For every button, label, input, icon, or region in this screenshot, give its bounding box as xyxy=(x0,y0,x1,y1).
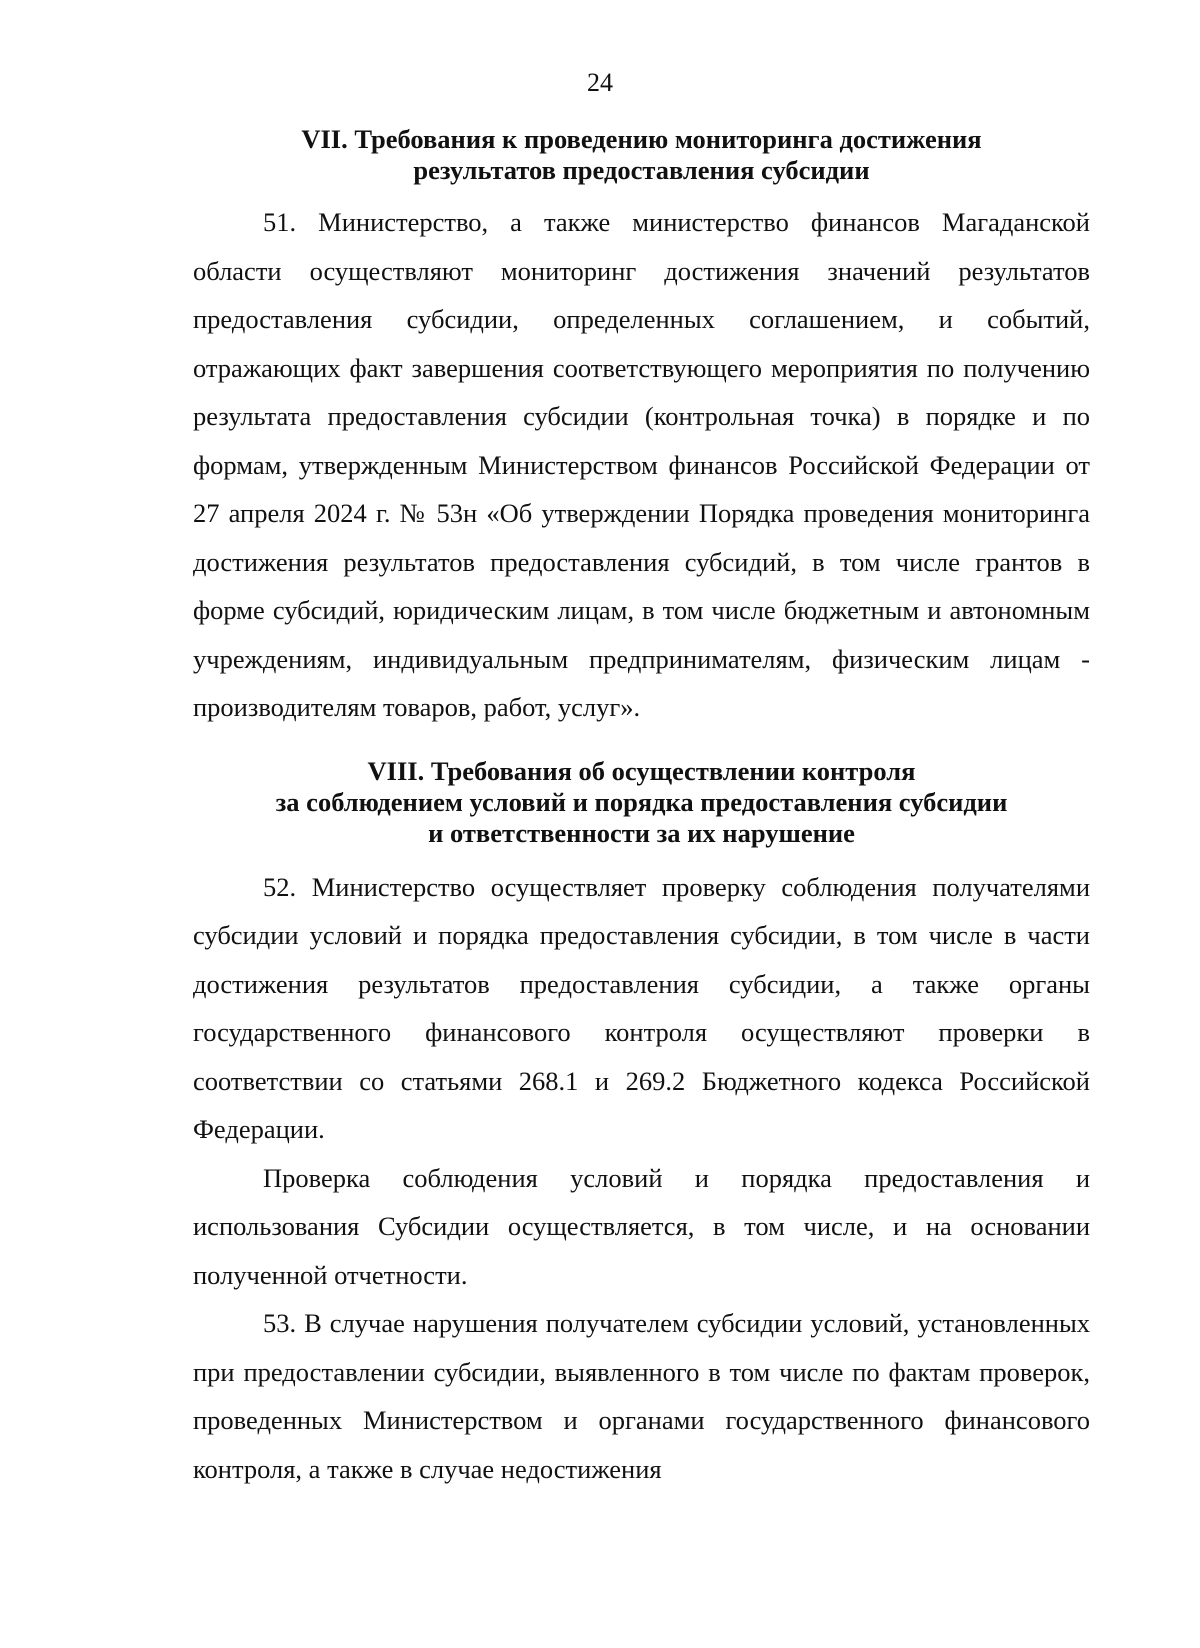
section-7-heading xyxy=(193,124,1090,186)
section-7-heading-line-2: результатов предоставления субсидии xyxy=(413,155,870,185)
section-7-heading-line-1: VII. Требования к проведению мониторинга достижения xyxy=(301,124,982,154)
paragraph-51: 51. Министерство, а также министерство финансов Магаданской области осуществляют мониторинг достижения значений результатов предоставления субсидии, определенных соглашением, и событий, отражающих факт завершения соответствующего мероприятия по получению результата предоставления субсидии (контрольная точка) в порядке и по формам, утвержденным Министерством финансов Российской Федерации от 27 апреля 2024 г. № 53н «Об утверждении Порядка проведения мониторинга достижения результатов предоставления субсидий, в том числе грантов в форме субсидий, юридическим лицам, в том числе бюджетным и автономным учреждениям, индивидуальным предпринимателям, физическим лицам - производителям товаров, работ, услуг». xyxy=(193,207,1090,722)
paragraph-52-continuation: Проверка соблюдения условий и порядка предоставления и использования Субсидии осуществляется, в том числе, и на основании полученной отчетности. xyxy=(193,1162,1090,1290)
section-8-heading xyxy=(193,756,1090,849)
document-body xyxy=(193,124,1090,1493)
paragraph-52: 52. Министерство осуществляет проверку соблюдения получателями субсидии условий и порядка предоставления субсидии, в том числе в части достижения результатов предоставления субсидии, а также органы государственного финансового контроля осуществляют проверки в соответствии со статьями 268.1 и 269.2 Бюджетного кодекса Российской Федерации. xyxy=(193,871,1090,1144)
section-8-heading-line-2: за соблюдением условий и порядка предоставления субсидии xyxy=(275,786,1008,817)
section-8-heading-line-1: VIII. Требования об осуществлении контроля xyxy=(367,755,916,786)
paragraph-53: 53. В случае нарушения получателем субсидии условий, установленных при предоставлении субсидии, выявленного в том числе по фактам проверок, проведенных Министерством и органами государственного финансового контроля, а также в случае недостижения xyxy=(193,1308,1090,1484)
page-number: 24 xyxy=(587,68,613,97)
section-8-heading-line-3: и ответственности за их нарушение xyxy=(428,817,855,848)
